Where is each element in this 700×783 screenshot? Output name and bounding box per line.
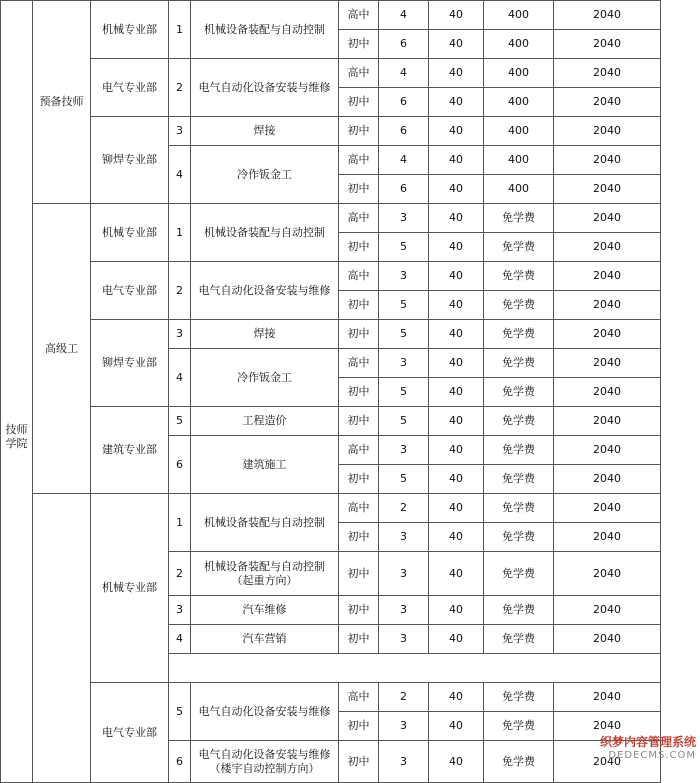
tuition-cell: 400 bbox=[484, 88, 554, 117]
tuition-cell: 免学费 bbox=[484, 552, 554, 596]
count-cell: 40 bbox=[429, 175, 484, 204]
education-cell: 初中 bbox=[339, 465, 379, 494]
count-cell: 40 bbox=[429, 233, 484, 262]
years-cell: 4 bbox=[379, 59, 429, 88]
tuition-cell: 免学费 bbox=[484, 712, 554, 741]
education-cell: 初中 bbox=[339, 30, 379, 59]
major-cell: 电气自动化设备安装与维修 bbox=[191, 683, 339, 741]
major-number-cell: 3 bbox=[169, 117, 191, 146]
years-cell: 4 bbox=[379, 146, 429, 175]
count-cell: 40 bbox=[429, 625, 484, 654]
tuition-cell: 400 bbox=[484, 117, 554, 146]
count-cell: 40 bbox=[429, 349, 484, 378]
fee-cell: 2040 bbox=[554, 88, 661, 117]
education-cell: 高中 bbox=[339, 494, 379, 523]
major-cell: 机械设备装配与自动控制 bbox=[191, 1, 339, 59]
education-cell: 初中 bbox=[339, 320, 379, 349]
watermark bbox=[580, 733, 696, 761]
major-number-cell: 2 bbox=[169, 262, 191, 320]
category-cell: 预备技师 bbox=[33, 1, 91, 204]
years-cell: 5 bbox=[379, 291, 429, 320]
education-cell: 初中 bbox=[339, 407, 379, 436]
tuition-cell: 400 bbox=[484, 146, 554, 175]
fee-cell: 2040 bbox=[554, 741, 661, 783]
fee-cell: 2040 bbox=[554, 596, 661, 625]
education-cell: 高中 bbox=[339, 436, 379, 465]
college-label: 技师学院 bbox=[5, 422, 28, 450]
major-number-cell: 3 bbox=[169, 320, 191, 349]
fee-cell: 2040 bbox=[554, 712, 661, 741]
education-cell: 初中 bbox=[339, 88, 379, 117]
count-cell: 40 bbox=[429, 436, 484, 465]
count-cell: 40 bbox=[429, 523, 484, 552]
count-cell: 40 bbox=[429, 291, 484, 320]
education-cell: 初中 bbox=[339, 625, 379, 654]
education-cell: 高中 bbox=[339, 204, 379, 233]
fee-cell: 2040 bbox=[554, 1, 661, 30]
years-cell: 3 bbox=[379, 712, 429, 741]
department-cell: 机械专业部 bbox=[91, 204, 169, 262]
tuition-cell: 400 bbox=[484, 30, 554, 59]
education-cell: 初中 bbox=[339, 596, 379, 625]
education-cell: 初中 bbox=[339, 175, 379, 204]
major-number-cell: 4 bbox=[169, 146, 191, 204]
education-cell: 高中 bbox=[339, 59, 379, 88]
major-line-1: 机械设备装配与自动控制 bbox=[204, 559, 325, 573]
tuition-cell: 免学费 bbox=[484, 494, 554, 523]
tuition-cell: 免学费 bbox=[484, 596, 554, 625]
fee-cell: 2040 bbox=[554, 175, 661, 204]
major-number-cell: 4 bbox=[169, 349, 191, 407]
count-cell: 40 bbox=[429, 88, 484, 117]
years-cell: 3 bbox=[379, 741, 429, 783]
tuition-cell: 免学费 bbox=[484, 204, 554, 233]
major-number-cell: 1 bbox=[169, 204, 191, 262]
fee-cell: 2040 bbox=[554, 291, 661, 320]
education-cell: 高中 bbox=[339, 1, 379, 30]
tuition-cell: 免学费 bbox=[484, 465, 554, 494]
department-cell: 铆焊专业部 bbox=[91, 320, 169, 407]
count-cell: 40 bbox=[429, 407, 484, 436]
major-cell: 冷作钣金工 bbox=[191, 349, 339, 407]
department-cell: 铆焊专业部 bbox=[91, 117, 169, 204]
department-cell: 电气专业部 bbox=[91, 59, 169, 117]
fee-cell: 2040 bbox=[554, 117, 661, 146]
count-cell: 40 bbox=[429, 30, 484, 59]
watermark-cn: 织梦内容管理系统 bbox=[599, 735, 696, 749]
major-number-cell: 1 bbox=[169, 1, 191, 59]
fee-cell: 2040 bbox=[554, 30, 661, 59]
tuition-cell: 免学费 bbox=[484, 349, 554, 378]
tuition-cell: 免学费 bbox=[484, 407, 554, 436]
major-number-cell: 6 bbox=[169, 741, 191, 783]
fee-cell: 2040 bbox=[554, 320, 661, 349]
count-cell: 40 bbox=[429, 683, 484, 712]
years-cell: 6 bbox=[379, 88, 429, 117]
tuition-cell: 免学费 bbox=[484, 378, 554, 407]
education-cell: 初中 bbox=[339, 233, 379, 262]
major-line-2: （楼宇自动控制方向） bbox=[209, 761, 320, 775]
fee-cell: 2040 bbox=[554, 407, 661, 436]
tuition-cell: 400 bbox=[484, 175, 554, 204]
years-cell: 2 bbox=[379, 494, 429, 523]
watermark-en: DEDECMS.COM bbox=[608, 750, 696, 761]
department-cell: 机械专业部 bbox=[91, 1, 169, 59]
major-number-cell: 4 bbox=[169, 625, 191, 654]
years-cell: 3 bbox=[379, 625, 429, 654]
years-cell: 3 bbox=[379, 204, 429, 233]
count-cell: 40 bbox=[429, 378, 484, 407]
count-cell: 40 bbox=[429, 1, 484, 30]
years-cell: 5 bbox=[379, 233, 429, 262]
fee-cell: 2040 bbox=[554, 436, 661, 465]
years-cell: 5 bbox=[379, 320, 429, 349]
major-cell: 电气自动化设备安装与维修 bbox=[191, 59, 339, 117]
major-cell: 焊接 bbox=[191, 117, 339, 146]
education-cell: 初中 bbox=[339, 712, 379, 741]
fee-cell: 2040 bbox=[554, 523, 661, 552]
tuition-cell: 免学费 bbox=[484, 683, 554, 712]
major-number-cell: 1 bbox=[169, 494, 191, 552]
tuition-cell: 免学费 bbox=[484, 320, 554, 349]
count-cell: 40 bbox=[429, 552, 484, 596]
college-cell bbox=[1, 1, 33, 783]
fee-cell: 2040 bbox=[554, 349, 661, 378]
education-cell: 高中 bbox=[339, 262, 379, 291]
fee-cell: 2040 bbox=[554, 552, 661, 596]
fee-cell: 2040 bbox=[554, 683, 661, 712]
fee-cell: 2040 bbox=[554, 378, 661, 407]
tuition-cell: 免学费 bbox=[484, 291, 554, 320]
major-number-cell: 5 bbox=[169, 407, 191, 436]
tuition-cell: 免学费 bbox=[484, 625, 554, 654]
fee-cell: 2040 bbox=[554, 262, 661, 291]
count-cell: 40 bbox=[429, 465, 484, 494]
years-cell: 5 bbox=[379, 407, 429, 436]
fee-cell: 2040 bbox=[554, 146, 661, 175]
major-cell: 机械设备装配与自动控制 bbox=[191, 494, 339, 552]
years-cell: 6 bbox=[379, 175, 429, 204]
years-cell: 2 bbox=[379, 683, 429, 712]
years-cell: 6 bbox=[379, 30, 429, 59]
education-cell: 初中 bbox=[339, 741, 379, 783]
years-cell: 3 bbox=[379, 596, 429, 625]
years-cell: 3 bbox=[379, 552, 429, 596]
major-number-cell: 3 bbox=[169, 596, 191, 625]
tuition-cell: 免学费 bbox=[484, 523, 554, 552]
count-cell: 40 bbox=[429, 204, 484, 233]
count-cell: 40 bbox=[429, 596, 484, 625]
tuition-cell: 400 bbox=[484, 1, 554, 30]
count-cell: 40 bbox=[429, 146, 484, 175]
department-cell: 建筑专业部 bbox=[91, 407, 169, 494]
count-cell: 40 bbox=[429, 262, 484, 291]
major-cell: 机械设备装配与自动控制 bbox=[191, 204, 339, 262]
major-line-2: （起重方向） bbox=[231, 573, 298, 587]
major-cell bbox=[191, 552, 339, 596]
years-cell: 4 bbox=[379, 1, 429, 30]
department-cell: 机械专业部 bbox=[91, 494, 169, 683]
education-cell: 初中 bbox=[339, 378, 379, 407]
major-cell: 工程造价 bbox=[191, 407, 339, 436]
years-cell: 5 bbox=[379, 465, 429, 494]
fee-cell: 2040 bbox=[554, 59, 661, 88]
fee-cell: 2040 bbox=[554, 233, 661, 262]
education-cell: 初中 bbox=[339, 552, 379, 596]
years-cell: 3 bbox=[379, 523, 429, 552]
major-number-cell: 5 bbox=[169, 683, 191, 741]
years-cell: 5 bbox=[379, 378, 429, 407]
major-number-cell: 6 bbox=[169, 436, 191, 494]
count-cell: 40 bbox=[429, 741, 484, 783]
major-cell: 冷作钣金工 bbox=[191, 146, 339, 204]
major-cell: 电气自动化设备安装与维修 bbox=[191, 262, 339, 320]
fee-cell: 2040 bbox=[554, 204, 661, 233]
fee-cell: 2040 bbox=[554, 625, 661, 654]
tuition-cell: 400 bbox=[484, 59, 554, 88]
tuition-cell: 免学费 bbox=[484, 262, 554, 291]
fee-cell: 2040 bbox=[554, 494, 661, 523]
major-cell: 汽车营销 bbox=[191, 625, 339, 654]
education-cell: 高中 bbox=[339, 349, 379, 378]
education-cell: 高中 bbox=[339, 146, 379, 175]
tuition-cell: 免学费 bbox=[484, 436, 554, 465]
tuition-cell: 免学费 bbox=[484, 741, 554, 783]
count-cell: 40 bbox=[429, 320, 484, 349]
count-cell: 40 bbox=[429, 117, 484, 146]
department-cell: 电气专业部 bbox=[91, 262, 169, 320]
department-cell: 电气专业部 bbox=[91, 683, 169, 783]
category-cell-empty bbox=[33, 494, 91, 783]
years-cell: 3 bbox=[379, 436, 429, 465]
education-cell: 初中 bbox=[339, 291, 379, 320]
major-cell: 建筑施工 bbox=[191, 436, 339, 494]
education-cell: 初中 bbox=[339, 117, 379, 146]
education-cell: 高中 bbox=[339, 683, 379, 712]
major-cell bbox=[191, 741, 339, 783]
years-cell: 3 bbox=[379, 349, 429, 378]
count-cell: 40 bbox=[429, 712, 484, 741]
major-number-cell: 2 bbox=[169, 552, 191, 596]
major-number-cell: 2 bbox=[169, 59, 191, 117]
category-cell: 高级工 bbox=[33, 204, 91, 494]
major-line-1: 电气自动化设备安装与维修 bbox=[198, 747, 331, 761]
tuition-cell: 免学费 bbox=[484, 233, 554, 262]
years-cell: 3 bbox=[379, 262, 429, 291]
count-cell: 40 bbox=[429, 494, 484, 523]
major-cell: 焊接 bbox=[191, 320, 339, 349]
fee-cell: 2040 bbox=[554, 465, 661, 494]
years-cell: 6 bbox=[379, 117, 429, 146]
major-cell: 汽车维修 bbox=[191, 596, 339, 625]
education-cell: 初中 bbox=[339, 523, 379, 552]
count-cell: 40 bbox=[429, 59, 484, 88]
